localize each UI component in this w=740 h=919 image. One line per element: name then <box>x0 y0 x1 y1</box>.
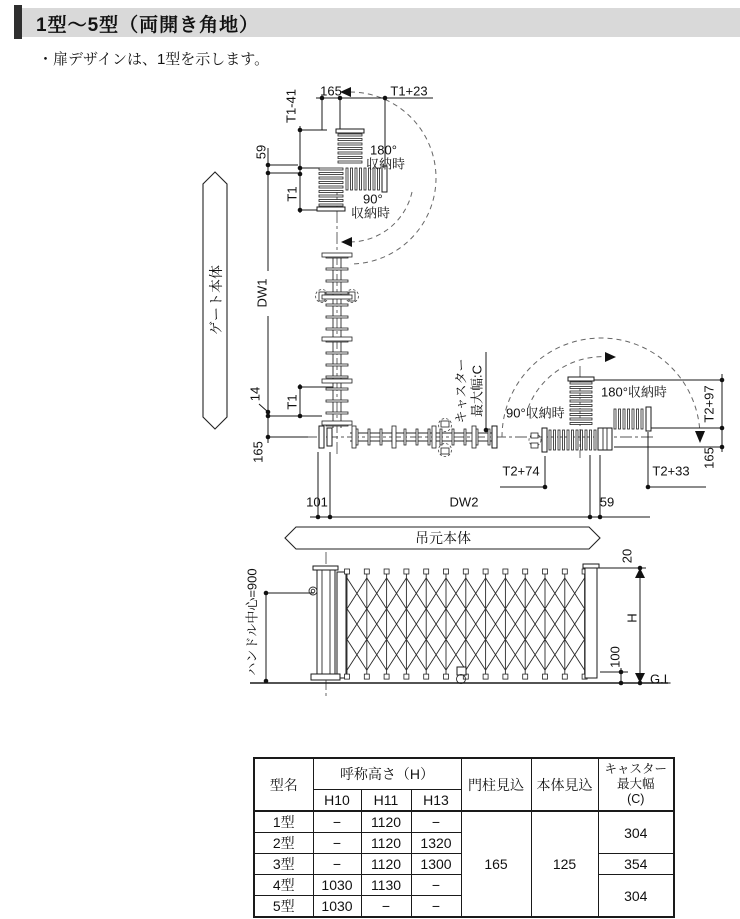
dim-14: 14 <box>247 386 263 402</box>
spec-table <box>253 757 675 918</box>
dim-100: 100 <box>607 646 623 668</box>
handle-center-label: ハンドル中心=900 <box>244 568 260 676</box>
dim-165-top: 165 <box>320 83 342 99</box>
table-row: 4型 1030 1130 − 304 <box>254 875 674 896</box>
section-title: 1型〜5型（両開き角地） <box>36 15 260 36</box>
caster-width-value: 304 <box>598 811 674 854</box>
gate-post <box>317 570 335 680</box>
col-header-pillar: 門柱見込 <box>461 758 531 811</box>
plan-view <box>203 84 724 550</box>
dim-t2plus74: T2+74 <box>502 463 540 479</box>
caster-width-value: 304 <box>598 875 674 918</box>
dim-20: 20 <box>619 548 635 564</box>
dim-dw1: DW1 <box>254 278 270 308</box>
pillar-depth-value: 165 <box>461 811 531 917</box>
gate-body-label: ゲート本体 <box>208 265 224 335</box>
subcol-h11: H11 <box>361 789 411 811</box>
dim-h: H <box>624 613 640 623</box>
ground-level-label: G.L <box>650 671 671 687</box>
dim-t1minus41: T1-41 <box>283 89 299 123</box>
subcol-h10: H10 <box>313 789 361 811</box>
dim-dw2: DW2 <box>449 494 479 510</box>
stow-180-top-1: 180° <box>370 142 397 158</box>
dim-t1-bottom: T1 <box>284 394 300 410</box>
stow-90-right: 90°収納時 <box>506 405 565 421</box>
swing-arc-top <box>350 92 436 264</box>
dim-165-left: 165 <box>250 441 266 463</box>
subcol-h13: H13 <box>411 789 461 811</box>
col-header-model: 型名 <box>254 758 313 811</box>
elevation-view <box>245 549 671 696</box>
dim-101: 101 <box>306 494 328 510</box>
table-row: 3型 − 1120 1300 354 <box>254 854 674 875</box>
stow-90-top-1: 90° <box>363 191 383 207</box>
dim-t2plus33: T2+33 <box>652 463 690 479</box>
design-note: ・扉デザインは、1型を示します。 <box>38 51 270 68</box>
accordion-lattice <box>345 569 588 679</box>
table-row: 2型 − 1120 1320 <box>254 833 674 854</box>
stow-180-top-2: 収納時 <box>366 156 406 172</box>
dim-t1plus23: T1+23 <box>390 83 428 99</box>
body-depth-value: 125 <box>531 811 598 917</box>
dim-t2plus97: T2+97 <box>701 385 717 423</box>
dim-t1-top: T1 <box>284 186 300 202</box>
dim-165-right: 165 <box>701 447 717 469</box>
col-header-height: 呼称高さ（H） <box>313 758 461 789</box>
stow-90-top-2: 収納時 <box>351 205 391 221</box>
hinge-body-label: 吊元本体 <box>415 530 471 546</box>
table-row: 5型 1030 − − <box>254 896 674 918</box>
stow-180-right: 180°収納時 <box>601 384 667 400</box>
dim-59-bottom: 59 <box>599 494 615 510</box>
handle-icon <box>309 587 317 595</box>
dim-59-left: 59 <box>253 144 269 160</box>
caster-max-width-label-2: 最大幅:C <box>469 364 485 418</box>
table-row: 1型 − 1120 − 165 125 304 <box>254 811 674 833</box>
col-header-body: 本体見込 <box>531 758 598 811</box>
col-header-caster: キャスター 最大幅 (C) <box>598 758 674 811</box>
caster-wheel <box>457 667 466 675</box>
caster-max-width-label-1: キャスター <box>453 358 469 424</box>
caster-width-value: 354 <box>598 854 674 875</box>
